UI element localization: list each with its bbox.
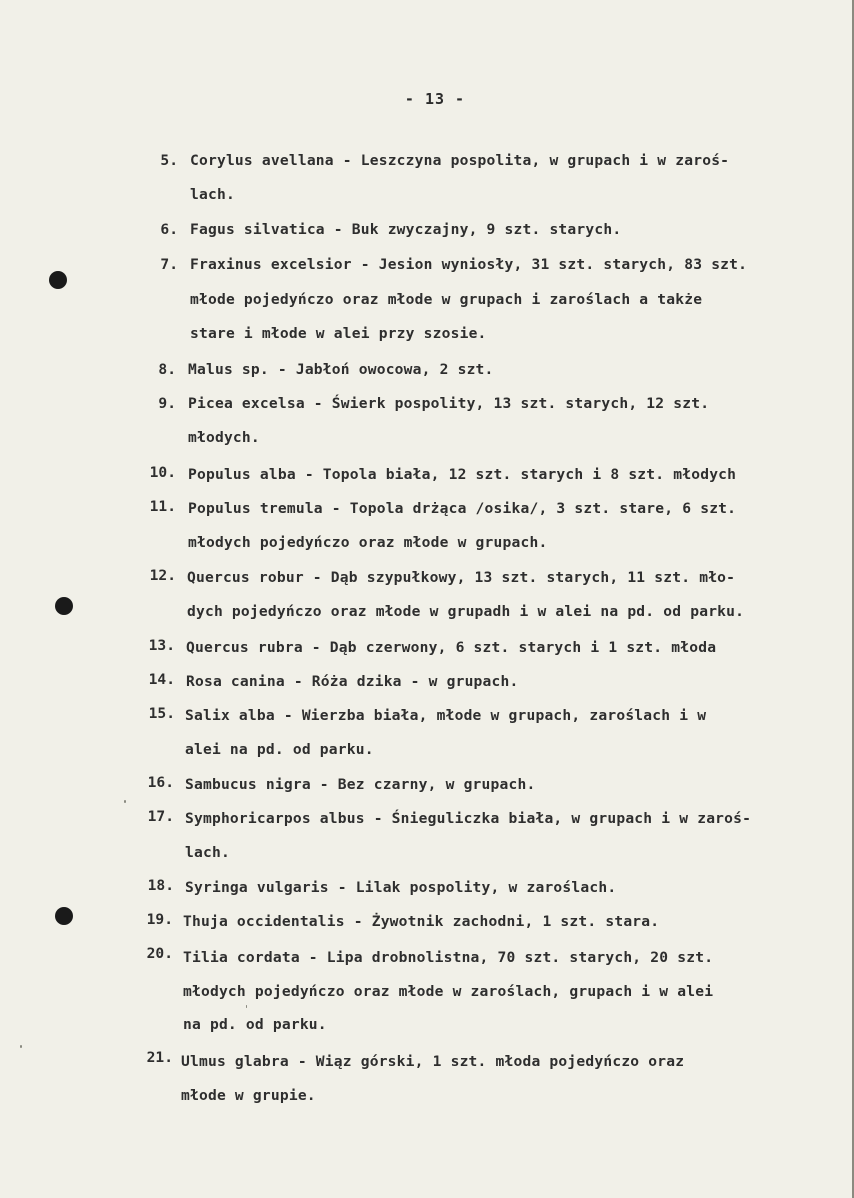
entry-text-line: Fagus silvatica - Buk zwyczajny, 9 szt. starych.	[190, 221, 622, 238]
entry-number: 11.	[149, 498, 176, 515]
entry-number: 10.	[149, 464, 176, 481]
entry-number: 21.	[146, 1049, 173, 1066]
entry-number: 9.	[158, 395, 176, 412]
entry-text-line: młodych.	[188, 429, 260, 446]
entry-number: 15.	[148, 705, 175, 722]
entry-text-line: dych pojedyńczo oraz młode w grupadh i w alei na pd. od parku.	[187, 603, 745, 620]
entry-text-line: lach.	[185, 844, 230, 861]
entry-number: 5.	[160, 152, 178, 169]
entry-text-line: Populus alba - Topola biała, 12 szt. starych i 8 szt. młodych	[188, 466, 737, 483]
entry-number: 7.	[160, 256, 178, 273]
entry-text-line: młode w grupie.	[181, 1087, 316, 1104]
entry-number: 20.	[146, 945, 173, 962]
entry-text-line: Picea excelsa - Świerk pospolity, 13 szt. starych, 12 szt.	[188, 395, 710, 412]
entry-number: 17.	[147, 808, 174, 825]
entry-text-line: Populus tremula - Topola drżąca /osika/, 3 szt. stare, 6 szt.	[188, 500, 737, 517]
entry-number: 8.	[158, 361, 176, 378]
entry-text-line: alei na pd. od parku.	[185, 741, 374, 758]
entry-text-line: na pd. od parku.	[183, 1016, 327, 1033]
entry-text-line: młodych pojedyńczo oraz młode w zaroślach, grupach i w alei	[183, 983, 714, 1000]
entry-text-line: Quercus robur - Dąb szypułkowy, 13 szt. starych, 11 szt. mło-	[187, 569, 736, 586]
entry-text-line: Syringa vulgaris - Lilak pospolity, w zaroślach.	[185, 879, 617, 896]
entry-number: 13.	[148, 637, 175, 654]
entry-text-line: Ulmus glabra - Wiąz górski, 1 szt. młoda pojedyńczo oraz	[181, 1053, 685, 1070]
entry-text-line: Quercus rubra - Dąb czerwony, 6 szt. starych i 1 szt. młoda	[186, 639, 717, 656]
entry-text-line: Thuja occidentalis - Żywotnik zachodni, 1 szt. stara.	[183, 913, 660, 930]
entry-text-line: Tilia cordata - Lipa drobnolistna, 70 szt. starych, 20 szt.	[183, 949, 714, 966]
entry-text-line: młode pojedyńczo oraz młode w grupach i zaroślach a także	[190, 291, 703, 308]
entry-number: 16.	[147, 774, 174, 791]
entry-text-line: młodych pojedyńczo oraz młode w grupach.	[188, 534, 548, 551]
entry-number: 19.	[146, 911, 173, 928]
entry-text-line: Malus sp. - Jabłoń owocowa, 2 szt.	[188, 361, 494, 378]
entry-text-line: Symphoricarpos albus - Śnieguliczka biała, w grupach i w zaroś-	[185, 810, 752, 827]
page-number: - 13 -	[404, 90, 466, 108]
entry-text-line: Rosa canina - Róża dzika - w grupach.	[186, 673, 519, 690]
entry-number: 6.	[160, 221, 178, 238]
entry-text-line: Salix alba - Wierzba biała, młode w grupach, zaroślach i w	[185, 707, 707, 724]
entry-number: 14.	[148, 671, 175, 688]
entry-number: 12.	[149, 567, 176, 584]
entry-text-line: lach.	[190, 186, 235, 203]
entry-number: 18.	[147, 877, 174, 894]
entry-text-line: Corylus avellana - Leszczyna pospolita, w grupach i w zaroś-	[190, 152, 730, 169]
entry-text-line: stare i młode w alei przy szosie.	[190, 325, 487, 342]
entry-text-line: Sambucus nigra - Bez czarny, w grupach.	[185, 776, 536, 793]
entry-text-line: Fraxinus excelsior - Jesion wyniosły, 31 szt. starych, 83 szt.	[190, 256, 748, 273]
